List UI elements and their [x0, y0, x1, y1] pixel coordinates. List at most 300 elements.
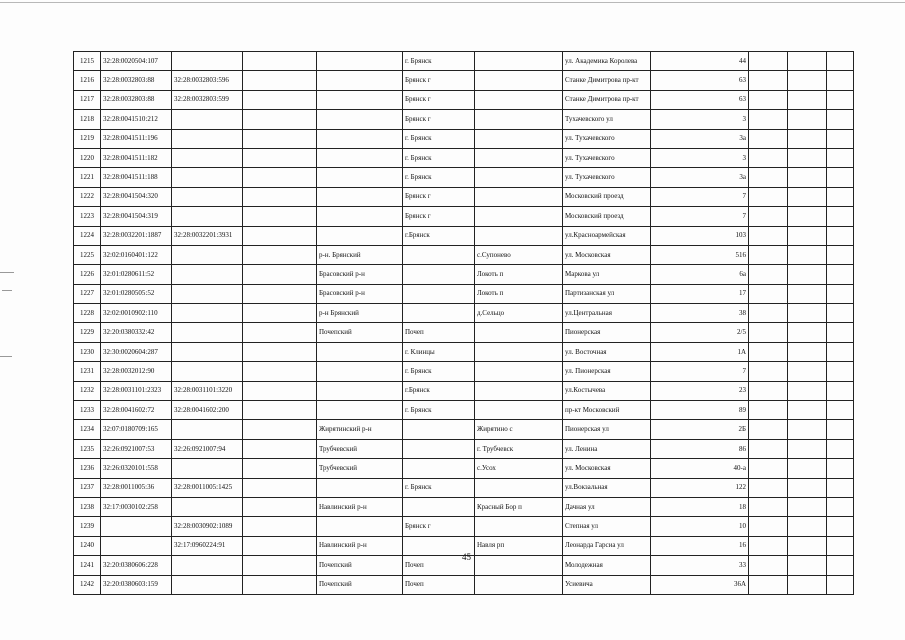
settlement-cell [475, 575, 563, 594]
row-number-cell: 1238 [74, 497, 101, 516]
table-row [74, 478, 854, 497]
empty-cell [827, 556, 854, 575]
city-cell: г.Брянск [403, 226, 475, 245]
empty-cell [788, 323, 827, 342]
city-cell: Брянск г [403, 517, 475, 536]
district-cell: Почепский [317, 323, 403, 342]
street-cell: ул. Тухачевского [563, 129, 651, 148]
district-cell [317, 381, 403, 400]
empty-cell [243, 420, 317, 439]
empty-cell [788, 129, 827, 148]
empty-cell [243, 536, 317, 555]
table-row [74, 52, 854, 71]
empty-cell [243, 207, 317, 226]
empty-cell [788, 207, 827, 226]
settlement-cell [475, 556, 563, 575]
house-number-cell: 10 [651, 517, 749, 536]
settlement-cell [475, 148, 563, 167]
settlement-cell [475, 517, 563, 536]
city-cell: г. Брянск [403, 478, 475, 497]
street-cell: ул.Костычева [563, 381, 651, 400]
district-cell [317, 362, 403, 381]
empty-cell [243, 284, 317, 303]
empty-cell [749, 187, 788, 206]
settlement-cell [475, 52, 563, 71]
house-number-cell: 3 [651, 110, 749, 129]
cadastral-number-2-cell: 32:28:0011005:1425 [172, 478, 243, 497]
street-cell: Пионерская ул [563, 420, 651, 439]
row-number-cell: 1237 [74, 478, 101, 497]
table-row [74, 207, 854, 226]
empty-cell [827, 110, 854, 129]
empty-cell [243, 245, 317, 264]
cadastral-number-2-cell [172, 110, 243, 129]
street-cell: ул. Академика Королева [563, 52, 651, 71]
street-cell: пр-кт Московский [563, 401, 651, 420]
house-number-cell: 89 [651, 401, 749, 420]
cadastral-number-cell: 32:17:0030102:258 [101, 497, 172, 516]
empty-cell [827, 536, 854, 555]
empty-cell [243, 342, 317, 361]
table-row [74, 168, 854, 187]
empty-cell [749, 517, 788, 536]
table-row [74, 245, 854, 264]
house-number-cell: 7 [651, 207, 749, 226]
empty-cell [749, 148, 788, 167]
table-row [74, 362, 854, 381]
street-cell: Московский проезд [563, 187, 651, 206]
row-number-cell: 1229 [74, 323, 101, 342]
street-cell: ул. Восточная [563, 342, 651, 361]
cadastral-number-2-cell [172, 168, 243, 187]
empty-cell [827, 52, 854, 71]
empty-cell [788, 401, 827, 420]
house-number-cell: 17 [651, 284, 749, 303]
cadastral-number-2-cell [172, 304, 243, 323]
empty-cell [749, 362, 788, 381]
scan-edge-mark [0, 356, 12, 357]
cadastral-number-cell: 32:28:0032803:88 [101, 90, 172, 109]
city-cell: г. Брянск [403, 168, 475, 187]
empty-cell [749, 478, 788, 497]
cadastral-number-cell: 32:28:0041504:320 [101, 187, 172, 206]
street-cell: Усиевича [563, 575, 651, 594]
row-number-cell: 1216 [74, 71, 101, 90]
city-cell: г. Брянск [403, 52, 475, 71]
empty-cell [243, 323, 317, 342]
table-row [74, 90, 854, 109]
house-number-cell: 44 [651, 52, 749, 71]
empty-cell [749, 439, 788, 458]
house-number-cell: 18 [651, 497, 749, 516]
settlement-cell [475, 90, 563, 109]
street-cell: Станке Димитрова пр-кт [563, 71, 651, 90]
cadastral-number-2-cell: 32:28:0032803:596 [172, 71, 243, 90]
house-number-cell: 7 [651, 362, 749, 381]
table-row [74, 265, 854, 284]
empty-cell [827, 245, 854, 264]
district-cell [317, 148, 403, 167]
city-cell: Почеп [403, 556, 475, 575]
empty-cell [827, 129, 854, 148]
row-number-cell: 1240 [74, 536, 101, 555]
cadastral-number-cell: 32:20:0380606:228 [101, 556, 172, 575]
empty-cell [243, 265, 317, 284]
house-number-cell: 16 [651, 536, 749, 555]
city-cell: г. Брянск [403, 401, 475, 420]
settlement-cell [475, 226, 563, 245]
cadastral-number-cell: 32:02:0010902:110 [101, 304, 172, 323]
district-cell: Трубчевский [317, 459, 403, 478]
empty-cell [243, 381, 317, 400]
settlement-cell [475, 323, 563, 342]
empty-cell [749, 459, 788, 478]
empty-cell [788, 536, 827, 555]
district-cell: Почепский [317, 575, 403, 594]
cadastral-number-2-cell: 32:26:0921007:94 [172, 439, 243, 458]
row-number-cell: 1234 [74, 420, 101, 439]
district-cell [317, 168, 403, 187]
empty-cell [749, 323, 788, 342]
house-number-cell: 2/5 [651, 323, 749, 342]
street-cell: ул.Центральная [563, 304, 651, 323]
street-cell: Дачная ул [563, 497, 651, 516]
house-number-cell: 3а [651, 129, 749, 148]
empty-cell [827, 148, 854, 167]
empty-cell [243, 517, 317, 536]
table-row [74, 226, 854, 245]
table-row [74, 304, 854, 323]
cadastral-number-2-cell [172, 420, 243, 439]
empty-cell [788, 265, 827, 284]
row-number-cell: 1232 [74, 381, 101, 400]
street-cell: Пионерская [563, 323, 651, 342]
cadastral-number-cell: 32:28:0041511:182 [101, 148, 172, 167]
empty-cell [788, 362, 827, 381]
house-number-cell: 122 [651, 478, 749, 497]
house-number-cell: 86 [651, 439, 749, 458]
district-cell [317, 342, 403, 361]
city-cell [403, 439, 475, 458]
empty-cell [827, 168, 854, 187]
cadastral-number-2-cell [172, 148, 243, 167]
cadastral-number-cell: 32:28:0041504:319 [101, 207, 172, 226]
table-row [74, 323, 854, 342]
empty-cell [749, 168, 788, 187]
cadastral-number-2-cell: 32:28:0030902:1089 [172, 517, 243, 536]
row-number-cell: 1215 [74, 52, 101, 71]
street-cell: Маркова ул [563, 265, 651, 284]
settlement-cell [475, 401, 563, 420]
city-cell: г.Брянск [403, 381, 475, 400]
row-number-cell: 1218 [74, 110, 101, 129]
city-cell [403, 304, 475, 323]
city-cell: Почеп [403, 575, 475, 594]
empty-cell [827, 304, 854, 323]
table-row [74, 381, 854, 400]
cadastral-number-2-cell [172, 497, 243, 516]
settlement-cell: Навля рп [475, 536, 563, 555]
cadastral-number-2-cell [172, 323, 243, 342]
district-cell: р-н Брянский [317, 304, 403, 323]
table-row [74, 420, 854, 439]
table-row [74, 187, 854, 206]
cadastral-number-cell: 32:01:0280505:52 [101, 284, 172, 303]
empty-cell [749, 265, 788, 284]
empty-cell [749, 575, 788, 594]
empty-cell [749, 381, 788, 400]
house-number-cell: 6а [651, 265, 749, 284]
district-cell [317, 226, 403, 245]
row-number-cell: 1219 [74, 129, 101, 148]
cadastral-number-cell: 32:28:0032012:90 [101, 362, 172, 381]
table-row [74, 439, 854, 458]
empty-cell [827, 226, 854, 245]
empty-cell [243, 168, 317, 187]
empty-cell [243, 362, 317, 381]
street-cell: ул. Тухачевского [563, 148, 651, 167]
table-row [74, 575, 854, 594]
street-cell: Степная ул [563, 517, 651, 536]
district-cell: Почепский [317, 556, 403, 575]
empty-cell [243, 304, 317, 323]
settlement-cell [475, 342, 563, 361]
empty-cell [243, 439, 317, 458]
table-row [74, 71, 854, 90]
empty-cell [827, 459, 854, 478]
empty-cell [827, 420, 854, 439]
empty-cell [827, 90, 854, 109]
cadastral-number-2-cell [172, 459, 243, 478]
cadastral-number-cell: 32:26:0921007:53 [101, 439, 172, 458]
cadastral-number-2-cell [172, 52, 243, 71]
empty-cell [749, 52, 788, 71]
street-cell: Станке Димитрова пр-кт [563, 90, 651, 109]
cadastral-number-2-cell: 32:28:0041602:200 [172, 401, 243, 420]
empty-cell [749, 110, 788, 129]
empty-cell [788, 381, 827, 400]
empty-cell [749, 342, 788, 361]
city-cell: г. Клинцы [403, 342, 475, 361]
cadastral-number-2-cell: 32:28:0031101:3220 [172, 381, 243, 400]
district-cell: Навлинский р-н [317, 536, 403, 555]
cadastral-number-2-cell [172, 575, 243, 594]
cadastral-number-2-cell [172, 265, 243, 284]
settlement-cell [475, 71, 563, 90]
district-cell: Брасовский р-н [317, 265, 403, 284]
empty-cell [788, 575, 827, 594]
row-number-cell: 1235 [74, 439, 101, 458]
house-number-cell: 3 [651, 148, 749, 167]
empty-cell [788, 439, 827, 458]
table-row [74, 284, 854, 303]
city-cell [403, 459, 475, 478]
empty-cell [243, 129, 317, 148]
cadastral-number-cell: 32:26:0320101:558 [101, 459, 172, 478]
empty-cell [788, 478, 827, 497]
district-cell [317, 401, 403, 420]
district-cell: Трубчевский [317, 439, 403, 458]
property-register-table [73, 51, 854, 595]
empty-cell [749, 226, 788, 245]
settlement-cell: Красный Бор п [475, 497, 563, 516]
street-cell: ул. Московская [563, 245, 651, 264]
table-row [74, 129, 854, 148]
row-number-cell: 1217 [74, 90, 101, 109]
table-row [74, 517, 854, 536]
row-number-cell: 1241 [74, 556, 101, 575]
settlement-cell [475, 110, 563, 129]
cadastral-number-cell: 32:28:0041510:212 [101, 110, 172, 129]
street-cell: Московский проезд [563, 207, 651, 226]
settlement-cell: Локоть п [475, 265, 563, 284]
street-cell: ул. Ленина [563, 439, 651, 458]
city-cell [403, 497, 475, 516]
cadastral-number-2-cell: 32:28:0032803:599 [172, 90, 243, 109]
settlement-cell [475, 207, 563, 226]
empty-cell [788, 497, 827, 516]
district-cell [317, 129, 403, 148]
empty-cell [827, 478, 854, 497]
street-cell: ул. Московская [563, 459, 651, 478]
row-number-cell: 1222 [74, 187, 101, 206]
table-row [74, 342, 854, 361]
empty-cell [788, 148, 827, 167]
row-number-cell: 1239 [74, 517, 101, 536]
empty-cell [788, 556, 827, 575]
house-number-cell: 516 [651, 245, 749, 264]
city-cell [403, 245, 475, 264]
table-row [74, 148, 854, 167]
settlement-cell: д.Сельцо [475, 304, 563, 323]
cadastral-number-cell: 32:07:0180709:165 [101, 420, 172, 439]
district-cell: р-н. Брянский [317, 245, 403, 264]
house-number-cell: 63 [651, 71, 749, 90]
empty-cell [788, 187, 827, 206]
house-number-cell: 38 [651, 304, 749, 323]
district-cell [317, 90, 403, 109]
empty-cell [749, 71, 788, 90]
table-row [74, 401, 854, 420]
street-cell: Партизанская ул [563, 284, 651, 303]
cadastral-number-cell: 32:01:0280611:52 [101, 265, 172, 284]
empty-cell [243, 148, 317, 167]
cadastral-number-cell [101, 517, 172, 536]
cadastral-number-cell: 32:28:0041602:72 [101, 401, 172, 420]
city-cell: г. Брянск [403, 129, 475, 148]
city-cell: Брянск г [403, 90, 475, 109]
empty-cell [749, 129, 788, 148]
district-cell: Жирятинский р-н [317, 420, 403, 439]
cadastral-number-2-cell: 32:28:0032201:3931 [172, 226, 243, 245]
city-cell: Брянск г [403, 207, 475, 226]
empty-cell [827, 575, 854, 594]
cadastral-number-2-cell [172, 207, 243, 226]
empty-cell [243, 52, 317, 71]
empty-cell [749, 90, 788, 109]
house-number-cell: 36А [651, 575, 749, 594]
house-number-cell: 3а [651, 168, 749, 187]
house-number-cell: 1А [651, 342, 749, 361]
cadastral-number-cell: 32:28:0041511:188 [101, 168, 172, 187]
settlement-cell [475, 168, 563, 187]
district-cell [317, 187, 403, 206]
cadastral-number-cell: 32:28:0011005:36 [101, 478, 172, 497]
street-cell: Леонарда Гарсиа ул [563, 536, 651, 555]
empty-cell [749, 304, 788, 323]
empty-cell [243, 575, 317, 594]
city-cell [403, 284, 475, 303]
empty-cell [827, 207, 854, 226]
empty-cell [749, 556, 788, 575]
empty-cell [827, 401, 854, 420]
empty-cell [749, 536, 788, 555]
house-number-cell: 23 [651, 381, 749, 400]
empty-cell [827, 284, 854, 303]
empty-cell [788, 226, 827, 245]
cadastral-number-cell: 32:02:0160401:122 [101, 245, 172, 264]
street-cell: ул.Красноармейская [563, 226, 651, 245]
cadastral-number-cell: 32:28:0032803:88 [101, 71, 172, 90]
city-cell: Почеп [403, 323, 475, 342]
row-number-cell: 1230 [74, 342, 101, 361]
empty-cell [827, 497, 854, 516]
settlement-cell [475, 381, 563, 400]
cadastral-number-2-cell [172, 362, 243, 381]
empty-cell [788, 110, 827, 129]
empty-cell [788, 90, 827, 109]
street-cell: Тухачевского ул [563, 110, 651, 129]
empty-cell [749, 420, 788, 439]
empty-cell [243, 226, 317, 245]
cadastral-number-cell: 32:30:0020604:287 [101, 342, 172, 361]
row-number-cell: 1225 [74, 245, 101, 264]
city-cell [403, 420, 475, 439]
cadastral-number-2-cell: 32:17:0960224:91 [172, 536, 243, 555]
street-cell: Молодежная [563, 556, 651, 575]
cadastral-number-cell: 32:28:0020504:107 [101, 52, 172, 71]
empty-cell [788, 420, 827, 439]
city-cell: Брянск г [403, 71, 475, 90]
district-cell [317, 52, 403, 71]
cadastral-number-2-cell [172, 556, 243, 575]
city-cell: Брянск г [403, 110, 475, 129]
scan-edge-mark [2, 290, 12, 291]
settlement-cell: Локоть п [475, 284, 563, 303]
empty-cell [827, 71, 854, 90]
house-number-cell: 7 [651, 187, 749, 206]
empty-cell [788, 71, 827, 90]
cadastral-number-2-cell [172, 245, 243, 264]
row-number-cell: 1224 [74, 226, 101, 245]
street-cell: ул.Вокзальная [563, 478, 651, 497]
district-cell [317, 71, 403, 90]
settlement-cell [475, 187, 563, 206]
empty-cell [749, 245, 788, 264]
district-cell [317, 207, 403, 226]
settlement-cell: г. Трубчевск [475, 439, 563, 458]
settlement-cell: Жирятино с [475, 420, 563, 439]
city-cell: г. Брянск [403, 362, 475, 381]
row-number-cell: 1223 [74, 207, 101, 226]
row-number-cell: 1228 [74, 304, 101, 323]
row-number-cell: 1236 [74, 459, 101, 478]
row-number-cell: 1233 [74, 401, 101, 420]
city-cell [403, 265, 475, 284]
table-row [74, 110, 854, 129]
cadastral-number-cell: 32:28:0032201:1887 [101, 226, 172, 245]
empty-cell [243, 556, 317, 575]
